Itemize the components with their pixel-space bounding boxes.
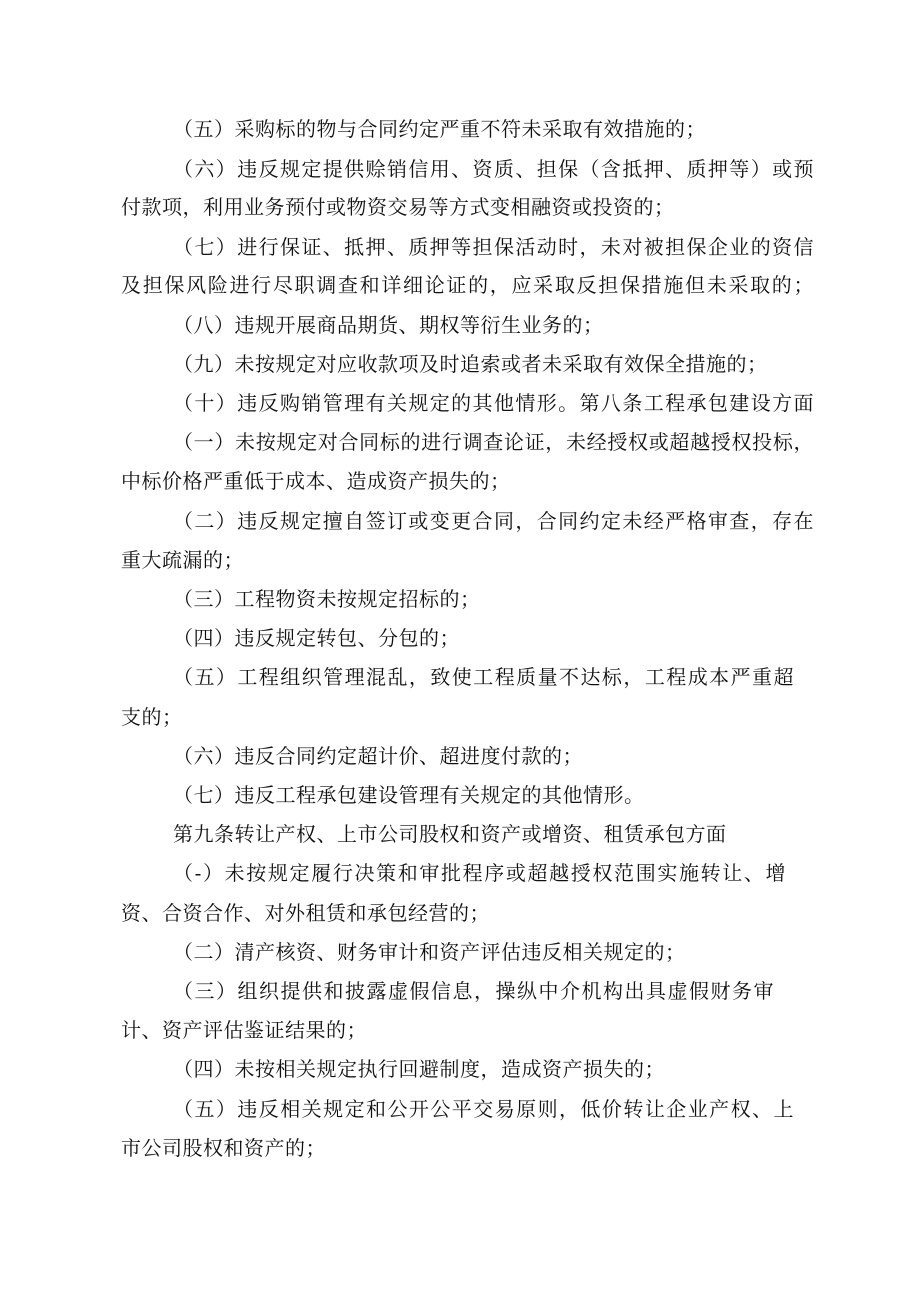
- text-line: 付款项，利用业务预付或物资交易等方式变相融资或投资的；: [121, 195, 675, 219]
- text-line: 市公司股权和资产的；: [121, 1136, 326, 1160]
- text-line: （七）进行保证、抵押、质押等担保活动时，未对被担保企业的资信: [173, 235, 814, 259]
- text-line: （三）组织提供和披露虚假信息，操纵中介机构出具虚假财务审: [173, 979, 774, 1003]
- text-line: （九）未按规定对应收款项及时追索或者未采取有效保全措施的；: [173, 352, 768, 376]
- text-line: （三）工程物资未按规定招标的；: [173, 587, 481, 611]
- text-line: 资、合资合作、对外租赁和承包经营的；: [121, 901, 490, 925]
- text-line: （五）违反相关规定和公开公平交易原则，低价转让企业产权、上: [173, 1097, 794, 1121]
- text-line: （二）清产核资、财务审计和资产评估违反相关规定的；: [173, 940, 686, 964]
- text-line: （-）未按规定履行决策和审批程序或超越授权范围实施转让、增: [173, 861, 786, 885]
- text-line: 计、资产评估鉴证结果的；: [121, 1018, 367, 1042]
- text-line: （一）未按规定对合同标的进行调查论证，未经授权或超越授权投标，: [173, 430, 814, 454]
- text-line: （六）违反规定提供赊销信用、资质、担保（含抵押、质押等）或预: [173, 157, 814, 181]
- text-line: （五）工程组织管理混乱，致使工程质量不达标，工程成本严重超: [173, 665, 794, 689]
- text-line: （五）采购标的物与合同约定严重不符未采取有效措施的；: [173, 117, 706, 141]
- text-line: （七）违反工程承包建设管理有关规定的其他情形。: [173, 783, 645, 807]
- text-line: 中标价格严重低于成本、造成资产损失的；: [121, 469, 511, 493]
- text-line: （四）违反规定转包、分包的；: [173, 626, 460, 650]
- text-line: 及担保风险进行尽职调查和详细论证的，应采取反担保措施但未采取的；: [121, 273, 814, 297]
- text-line: （十）违反购销管理有关规定的其他情形。第八条工程承包建设方面: [173, 391, 814, 415]
- text-line: （六）违反合同约定超计价、超进度付款的；: [173, 744, 583, 768]
- text-line: 重大疏漏的；: [121, 548, 244, 572]
- text-line: （八）违规开展商品期货、期权等衍生业务的；: [173, 313, 604, 337]
- text-line: 支的；: [121, 705, 183, 729]
- text-line: （二）违反规定擅自签订或变更合同，合同约定未经严格审查，存在: [173, 509, 814, 533]
- text-line: 第九条转让产权、上市公司股权和资产或增资、租赁承包方面: [173, 822, 727, 846]
- text-line: （四）未按相关规定执行回避制度，造成资产损失的；: [173, 1057, 665, 1081]
